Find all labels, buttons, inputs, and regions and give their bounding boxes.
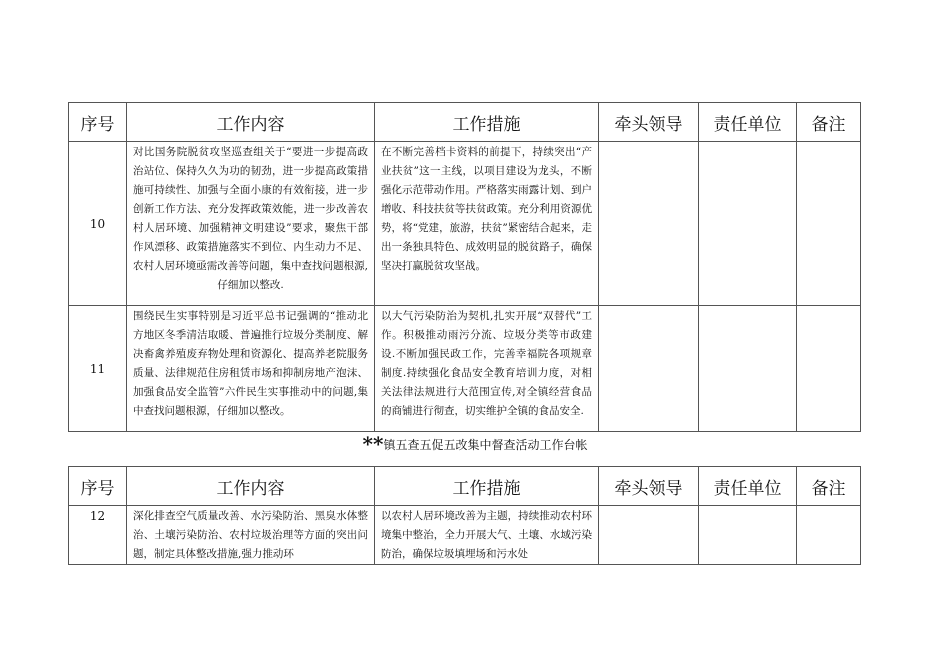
header-responsible-unit: 责任单位	[699, 103, 797, 142]
row-work-content: 对比国务院脱贫攻坚巡查组关于“要进一步提高政治站位、保持久久为功的韧劲，进一步提高政策措施可持续性、加强与全面小康的有效衔接，进一步创新工作方法、充分发挥政策效能，进一步改善农村人居环境、加强精神文明建设”要求，聚焦干部作风漂移、政策措施落实不到位、内生动力不足、农村人居环境亟需改善等问题，集中查找问题根源,仔细加以整改.	[127, 142, 375, 306]
header-remarks: 备注	[797, 103, 861, 142]
row-work-content: 围绕民生实事特别是习近平总书记强调的“推动北方地区冬季清洁取暖、普遍推行垃圾分类制度、解决畜禽养殖废弃物处理和资源化、提高养老院服务质量、法律规范住房租赁市场和抑制房地产泡沫、加强食品安全监管”六件民生实事推动中的问题,集中查找问题根源，仔细加以整改。	[127, 306, 375, 432]
table-row	[69, 142, 861, 306]
row-work-content: 深化排查空气质量改善、水污染防治、黑臭水体整治、土壤污染防治、农村垃圾治理等方面的突出问题，制定具体整改措施,强力推动环	[127, 506, 375, 565]
table-row	[69, 506, 861, 565]
header-serial: 序号	[69, 467, 127, 506]
row-lead-leader	[599, 506, 699, 565]
header-lead-leader: 牵头领导	[599, 467, 699, 506]
row-work-measures: 以大气污染防治为契机,扎实开展“双替代”工作。积极推动雨污分流、垃圾分类等市政建设.不断加强民政工作，完善幸福院各项规章制度.持续强化食品安全教育培训力度，对相关法律法规进行大范围宣传,对全镇经营食品的商铺进行彻查，切实维护全镇的食品安全.	[375, 306, 599, 432]
caption-stars: **	[362, 432, 384, 456]
header-responsible-unit: 责任单位	[699, 467, 797, 506]
work-ledger-table-2	[68, 466, 861, 565]
row-remarks	[797, 142, 861, 306]
row-remarks	[797, 306, 861, 432]
row-serial: 12	[69, 506, 127, 565]
header-remarks: 备注	[797, 467, 861, 506]
header-work-measures: 工作措施	[375, 103, 599, 142]
work-ledger-table-1	[68, 102, 861, 432]
ledger-caption	[0, 432, 950, 456]
row-serial: 10	[69, 142, 127, 306]
row-responsible-unit	[699, 306, 797, 432]
table-row	[69, 306, 861, 432]
row-responsible-unit	[699, 506, 797, 565]
caption-text: 镇五查五促五改集中督查活动工作台帐	[383, 438, 588, 452]
table-header-row	[69, 467, 861, 506]
row-remarks	[797, 506, 861, 565]
row-responsible-unit	[699, 142, 797, 306]
row-serial: 11	[69, 306, 127, 432]
row-work-measures: 以农村人居环境改善为主题，持续推动农村环境集中整治，全力开展大气、土壤、水域污染防治，确保垃圾填埋场和污水处	[375, 506, 599, 565]
table-header-row	[69, 103, 861, 142]
header-work-measures: 工作措施	[375, 467, 599, 506]
header-serial: 序号	[69, 103, 127, 142]
header-lead-leader: 牵头领导	[599, 103, 699, 142]
row-work-measures: 在不断完善档卡资料的前提下，持续突出“产业扶贫”这一主线，以项目建设为龙头，不断强化示范带动作用。严格落实雨露计划、到户增收、科技扶贫等扶贫政策。充分利用资源优势，将“党建，旅游，扶贫”紧密结合起来，走出一条独具特色、成效明显的脱贫路子，确保坚决打赢脱贫攻坚战。	[375, 142, 599, 306]
header-work-content: 工作内容	[127, 103, 375, 142]
row-lead-leader	[599, 306, 699, 432]
header-work-content: 工作内容	[127, 467, 375, 506]
row-lead-leader	[599, 142, 699, 306]
